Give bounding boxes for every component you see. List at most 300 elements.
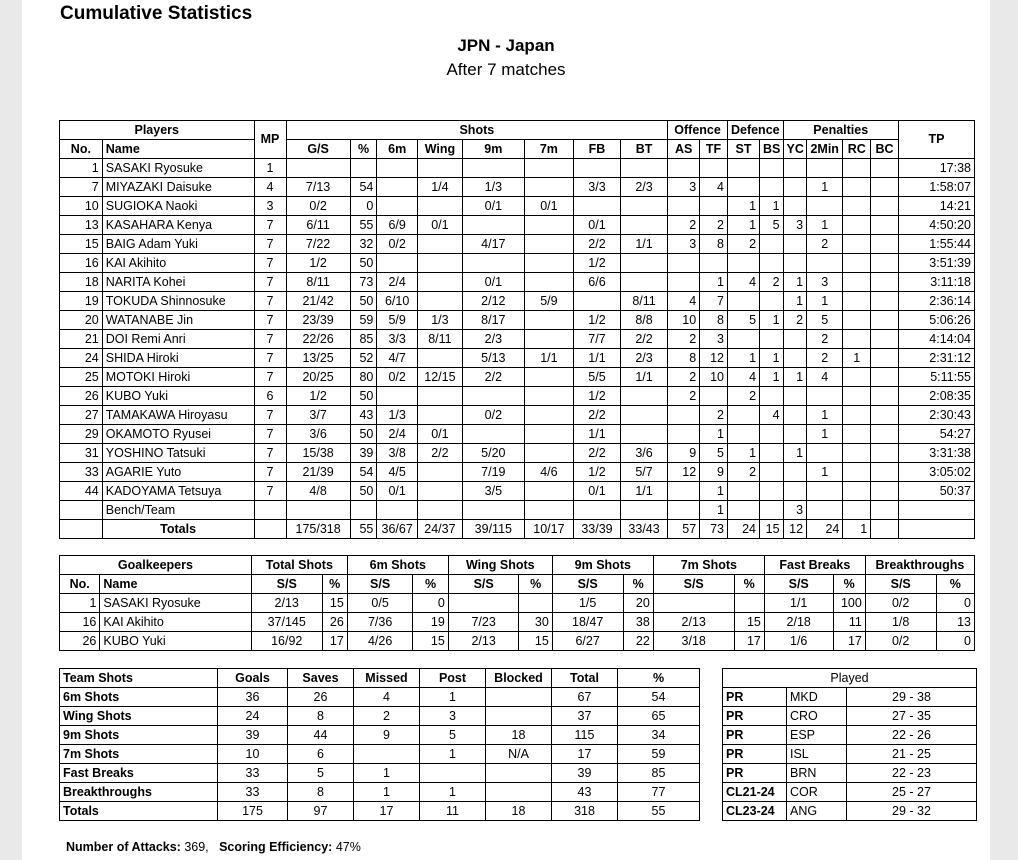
table-cell: 55 xyxy=(618,802,700,821)
table-cell: 1/2 xyxy=(573,463,620,482)
table-cell: 2/3 xyxy=(462,330,524,349)
table-cell: 2/3 xyxy=(621,178,668,197)
table-cell: 7 xyxy=(254,368,286,387)
table-cell xyxy=(807,159,843,178)
column-header: G/S xyxy=(286,140,350,159)
table-cell xyxy=(524,216,573,235)
table-cell: 18 xyxy=(486,726,552,745)
table-cell: 12 xyxy=(668,463,700,482)
table-cell: 1/1 xyxy=(621,482,668,501)
table-cell: 1 xyxy=(420,688,486,707)
table-cell: 4/8 xyxy=(286,482,350,501)
table-cell: 50 xyxy=(350,292,377,311)
table-cell: 3/7 xyxy=(286,406,350,425)
table-cell xyxy=(524,254,573,273)
table-cell: 7/22 xyxy=(286,235,350,254)
table-cell: 4 xyxy=(727,368,759,387)
table-cell xyxy=(734,594,764,613)
table-cell xyxy=(462,501,524,520)
table-cell: 21/42 xyxy=(286,292,350,311)
table-cell: 21/39 xyxy=(286,463,350,482)
table-cell: 2 xyxy=(354,707,420,726)
table-cell: 23/39 xyxy=(286,311,350,330)
table-cell: PR xyxy=(723,688,787,707)
table-cell: 1 xyxy=(783,292,807,311)
table-cell xyxy=(783,463,807,482)
table-cell: 0 xyxy=(413,594,448,613)
table-cell xyxy=(760,501,784,520)
table-cell: KAI Akihito xyxy=(100,613,251,632)
table-cell: 36 xyxy=(218,688,288,707)
table-cell: 2/2 xyxy=(621,330,668,349)
table-cell: 3/6 xyxy=(286,425,350,444)
table-cell xyxy=(843,330,871,349)
table-cell xyxy=(760,463,784,482)
table-cell xyxy=(843,235,871,254)
table-cell xyxy=(486,707,552,726)
table-cell: 8 xyxy=(700,311,728,330)
totals-row xyxy=(60,520,975,539)
table-cell: 1/1 xyxy=(524,349,573,368)
table-cell xyxy=(871,311,899,330)
table-cell: 18 xyxy=(486,802,552,821)
table-cell: 6/11 xyxy=(286,216,350,235)
table-cell: 1 xyxy=(420,783,486,802)
table-cell: 1 xyxy=(700,425,728,444)
table-row xyxy=(60,235,975,254)
table-cell: 3 xyxy=(807,273,843,292)
table-cell xyxy=(462,425,524,444)
table-cell: 1:58:07 xyxy=(898,178,974,197)
table-cell: 0/1 xyxy=(573,216,620,235)
table-cell: 2 xyxy=(760,273,784,292)
table-cell: 1 xyxy=(254,159,286,178)
table-cell: NARITA Kohei xyxy=(102,273,254,292)
table-cell xyxy=(350,501,377,520)
table-cell: 1 xyxy=(843,349,871,368)
table-row xyxy=(60,764,700,783)
attacks-value: 369, xyxy=(184,840,209,854)
table-cell: ANG xyxy=(787,802,847,821)
table-cell: 29 - 32 xyxy=(847,802,977,821)
table-cell xyxy=(871,197,899,216)
table-cell: 7 xyxy=(254,273,286,292)
column-header: % xyxy=(413,575,448,594)
table-cell xyxy=(668,159,700,178)
table-cell: 50:37 xyxy=(898,482,974,501)
table-cell xyxy=(783,330,807,349)
table-cell: 17 xyxy=(322,632,347,651)
table-cell: OKAMOTO Ryusei xyxy=(102,425,254,444)
table-cell: 17 xyxy=(552,745,618,764)
table-cell xyxy=(417,197,462,216)
table-cell: 9 xyxy=(354,726,420,745)
table-cell xyxy=(843,197,871,216)
table-cell: 5/7 xyxy=(621,463,668,482)
table-cell xyxy=(760,444,784,463)
table-cell: 1/3 xyxy=(462,178,524,197)
table-cell xyxy=(668,501,700,520)
table-cell: 7/23 xyxy=(448,613,519,632)
table-cell: 1 xyxy=(727,444,759,463)
table-cell: 14:21 xyxy=(898,197,974,216)
table-cell: 7/13 xyxy=(286,178,350,197)
column-header: Goals xyxy=(218,669,288,688)
table-cell xyxy=(417,254,462,273)
table-cell: 3 xyxy=(700,330,728,349)
table-cell xyxy=(700,254,728,273)
table-cell: 5 xyxy=(760,216,784,235)
table-cell: 8 xyxy=(668,349,700,368)
table-cell xyxy=(573,501,620,520)
column-header: % xyxy=(322,575,347,594)
bench-yc: 3 xyxy=(783,501,807,520)
shots-header: Shots xyxy=(286,121,668,140)
column-header: No. xyxy=(60,575,100,594)
totals-cell: 39/115 xyxy=(462,520,524,539)
table-cell xyxy=(898,520,974,539)
players-table xyxy=(59,120,975,539)
table-cell xyxy=(417,273,462,292)
column-header: % xyxy=(833,575,865,594)
table-cell: MKD xyxy=(787,688,847,707)
table-cell xyxy=(871,482,899,501)
table-row xyxy=(60,745,700,764)
table-cell: 2/18 xyxy=(764,613,833,632)
table-row xyxy=(60,444,975,463)
bench-label: Bench/Team xyxy=(102,501,254,520)
table-cell xyxy=(700,197,728,216)
table-cell: 7 xyxy=(254,482,286,501)
table-cell xyxy=(727,425,759,444)
table-cell: 100 xyxy=(833,594,865,613)
table-cell xyxy=(462,254,524,273)
table-cell: 19 xyxy=(60,292,103,311)
table-cell: 4:14:04 xyxy=(898,330,974,349)
table-cell: 4 xyxy=(668,292,700,311)
table-cell xyxy=(871,425,899,444)
table-cell: 2 xyxy=(668,330,700,349)
table-cell: 0/1 xyxy=(417,216,462,235)
table-cell: 1/1 xyxy=(621,235,668,254)
totals-cell: 175/318 xyxy=(286,520,350,539)
table-cell: 17 xyxy=(833,632,865,651)
table-cell xyxy=(843,425,871,444)
table-cell: 85 xyxy=(618,764,700,783)
table-cell xyxy=(417,482,462,501)
table-cell: 3:05:02 xyxy=(898,463,974,482)
table-cell: 4/5 xyxy=(377,463,418,482)
table-cell xyxy=(573,292,620,311)
page-title: Cumulative Statistics xyxy=(60,3,253,24)
table-cell xyxy=(573,197,620,216)
table-cell: 5 xyxy=(807,311,843,330)
column-header: Post xyxy=(420,669,486,688)
table-cell: KUBO Yuki xyxy=(102,387,254,406)
table-cell xyxy=(843,216,871,235)
table-cell: 31 xyxy=(60,444,103,463)
column-header: 2Min xyxy=(807,140,843,159)
table-row xyxy=(60,802,700,821)
table-cell: 7m Shots xyxy=(60,745,218,764)
table-cell: 2/4 xyxy=(377,273,418,292)
table-cell: 16 xyxy=(60,254,103,273)
table-cell: 24 xyxy=(60,349,103,368)
table-cell xyxy=(524,406,573,425)
table-cell: 39 xyxy=(350,444,377,463)
table-row xyxy=(60,425,975,444)
table-cell xyxy=(843,254,871,273)
table-cell: 3 xyxy=(668,235,700,254)
totals-cell: 36/67 xyxy=(377,520,418,539)
table-cell: 1 xyxy=(760,197,784,216)
table-cell xyxy=(700,387,728,406)
table-cell xyxy=(871,178,899,197)
table-cell: 1 xyxy=(807,425,843,444)
table-row xyxy=(60,707,700,726)
totals-cell: 24 xyxy=(807,520,843,539)
table-cell: 1 xyxy=(354,764,420,783)
totals-cell: 33/39 xyxy=(573,520,620,539)
table-cell: 27 xyxy=(60,406,103,425)
table-cell: Fast Breaks xyxy=(60,764,218,783)
table-cell: 59 xyxy=(350,311,377,330)
tp-header: TP xyxy=(898,121,974,159)
table-cell: 2 xyxy=(668,387,700,406)
table-row xyxy=(60,613,975,632)
table-cell: Wing Shots xyxy=(60,707,218,726)
table-cell: 1 xyxy=(760,368,784,387)
table-row xyxy=(723,802,977,821)
table-cell xyxy=(727,330,759,349)
table-cell xyxy=(486,764,552,783)
table-cell: 6/10 xyxy=(377,292,418,311)
table-cell xyxy=(350,159,377,178)
table-row xyxy=(60,726,700,745)
column-header: Missed xyxy=(354,669,420,688)
column-header: Saves xyxy=(288,669,354,688)
table-cell: 65 xyxy=(618,707,700,726)
table-cell: 1/1 xyxy=(621,368,668,387)
table-cell xyxy=(727,292,759,311)
table-cell: 3/18 xyxy=(653,632,734,651)
table-cell: 3:31:38 xyxy=(898,444,974,463)
table-cell xyxy=(807,387,843,406)
totals-cell: 55 xyxy=(350,520,377,539)
table-cell: DOI Remi Anri xyxy=(102,330,254,349)
table-row xyxy=(723,745,977,764)
table-cell: 20 xyxy=(60,311,103,330)
table-cell xyxy=(524,330,573,349)
table-cell xyxy=(807,444,843,463)
column-header: S/S xyxy=(865,575,936,594)
totals-cell: 12 xyxy=(783,520,807,539)
column-header: Wing xyxy=(417,140,462,159)
table-cell xyxy=(760,292,784,311)
table-cell: 4 xyxy=(807,368,843,387)
played-table xyxy=(722,668,977,821)
totals-cell: 10/17 xyxy=(524,520,573,539)
table-cell: TOKUDA Shinnosuke xyxy=(102,292,254,311)
table-cell: TAMAKAWA Hiroyasu xyxy=(102,406,254,425)
table-cell: 97 xyxy=(288,802,354,821)
table-cell: 5/9 xyxy=(377,311,418,330)
table-cell: 2 xyxy=(700,406,728,425)
table-cell xyxy=(760,387,784,406)
table-cell: 15 xyxy=(60,235,103,254)
group-header: Breakthroughs xyxy=(865,556,974,575)
table-cell: 4 xyxy=(354,688,420,707)
table-cell xyxy=(668,425,700,444)
table-cell xyxy=(621,273,668,292)
table-cell: 1 xyxy=(760,311,784,330)
table-cell: 0/2 xyxy=(462,406,524,425)
table-cell xyxy=(807,197,843,216)
table-cell xyxy=(843,444,871,463)
table-cell: 3/8 xyxy=(377,444,418,463)
table-cell: 13 xyxy=(936,613,974,632)
table-row xyxy=(60,594,975,613)
table-cell: 32 xyxy=(350,235,377,254)
table-cell: 2/4 xyxy=(377,425,418,444)
table-row xyxy=(60,273,975,292)
group-header: Goalkeepers xyxy=(60,556,252,575)
table-cell: 0/1 xyxy=(573,482,620,501)
table-cell xyxy=(871,444,899,463)
goalkeepers-table xyxy=(59,555,975,651)
table-cell: 1 xyxy=(807,292,843,311)
table-cell: 1 xyxy=(783,444,807,463)
column-header: S/S xyxy=(653,575,734,594)
table-row xyxy=(60,349,975,368)
table-cell: 10 xyxy=(60,197,103,216)
table-cell: 2/2 xyxy=(573,406,620,425)
column-header: % xyxy=(936,575,974,594)
table-cell: 3/5 xyxy=(462,482,524,501)
table-cell: 1 xyxy=(807,406,843,425)
table-cell: 1 xyxy=(60,159,103,178)
table-cell xyxy=(519,594,552,613)
table-cell: 2/2 xyxy=(462,368,524,387)
table-cell xyxy=(760,425,784,444)
table-cell xyxy=(783,178,807,197)
table-cell xyxy=(783,235,807,254)
column-header: S/S xyxy=(552,575,623,594)
table-cell: 2/13 xyxy=(653,613,734,632)
table-cell: 1 xyxy=(60,594,100,613)
table-cell xyxy=(871,159,899,178)
table-cell: 0 xyxy=(936,632,974,651)
table-cell: 21 - 25 xyxy=(847,745,977,764)
table-row xyxy=(60,783,700,802)
table-cell: 2 xyxy=(727,235,759,254)
table-cell xyxy=(486,783,552,802)
table-cell: SASAKI Ryosuke xyxy=(102,159,254,178)
table-cell xyxy=(760,159,784,178)
table-cell: 0/1 xyxy=(377,482,418,501)
table-cell: 7 xyxy=(254,216,286,235)
column-header: 7m xyxy=(524,140,573,159)
table-cell: 25 - 27 xyxy=(847,783,977,802)
table-cell xyxy=(843,406,871,425)
table-cell: 4:50:20 xyxy=(898,216,974,235)
table-cell: 10 xyxy=(668,311,700,330)
table-cell: BRN xyxy=(787,764,847,783)
table-cell: 7/7 xyxy=(573,330,620,349)
table-cell: 20 xyxy=(623,594,653,613)
table-cell: 1/1 xyxy=(573,349,620,368)
table-cell xyxy=(760,482,784,501)
table-cell xyxy=(871,330,899,349)
table-cell xyxy=(417,235,462,254)
table-cell xyxy=(417,406,462,425)
table-cell: 1 xyxy=(783,273,807,292)
table-cell xyxy=(417,159,462,178)
defence-header: Defence xyxy=(727,121,783,140)
table-cell: 1 xyxy=(807,463,843,482)
column-header: 6m xyxy=(377,140,418,159)
table-cell xyxy=(668,197,700,216)
table-cell: 3:11:18 xyxy=(898,273,974,292)
table-cell: 4/17 xyxy=(462,235,524,254)
table-cell: 22 - 23 xyxy=(847,764,977,783)
table-cell: BAIG Adam Yuki xyxy=(102,235,254,254)
table-cell: 1 xyxy=(760,349,784,368)
mp-header: MP xyxy=(254,121,286,159)
table-cell: 3:51:39 xyxy=(898,254,974,273)
table-cell: 0/1 xyxy=(462,197,524,216)
table-cell: 7 xyxy=(254,311,286,330)
table-cell xyxy=(377,387,418,406)
table-cell: KUBO Yuki xyxy=(100,632,251,651)
table-cell: 7 xyxy=(700,292,728,311)
table-cell xyxy=(843,311,871,330)
table-cell xyxy=(843,273,871,292)
table-cell: 0/2 xyxy=(865,594,936,613)
table-cell: 2/3 xyxy=(621,349,668,368)
table-cell xyxy=(843,463,871,482)
bench-row xyxy=(60,501,975,520)
table-row xyxy=(60,254,975,273)
column-header: ST xyxy=(727,140,759,159)
table-cell: 29 xyxy=(60,425,103,444)
table-cell: Breakthroughs xyxy=(60,783,218,802)
table-cell: 55 xyxy=(350,216,377,235)
table-cell xyxy=(807,254,843,273)
table-cell xyxy=(377,178,418,197)
table-cell: 1 xyxy=(727,216,759,235)
attacks-label: Number of Attacks: xyxy=(66,840,181,854)
table-cell xyxy=(462,159,524,178)
table-cell: CRO xyxy=(787,707,847,726)
column-header: S/S xyxy=(764,575,833,594)
table-cell: 67 xyxy=(552,688,618,707)
table-cell xyxy=(783,406,807,425)
column-header: TF xyxy=(700,140,728,159)
table-cell: 1 xyxy=(807,216,843,235)
table-cell xyxy=(871,349,899,368)
table-cell xyxy=(700,159,728,178)
played-header: Played xyxy=(723,669,977,688)
table-cell: 33 xyxy=(218,764,288,783)
table-cell: 37/145 xyxy=(251,613,322,632)
table-cell: 50 xyxy=(350,387,377,406)
table-cell: 7 xyxy=(254,406,286,425)
table-cell xyxy=(621,216,668,235)
table-row xyxy=(723,764,977,783)
table-cell: 8 xyxy=(288,707,354,726)
table-cell xyxy=(420,764,486,783)
